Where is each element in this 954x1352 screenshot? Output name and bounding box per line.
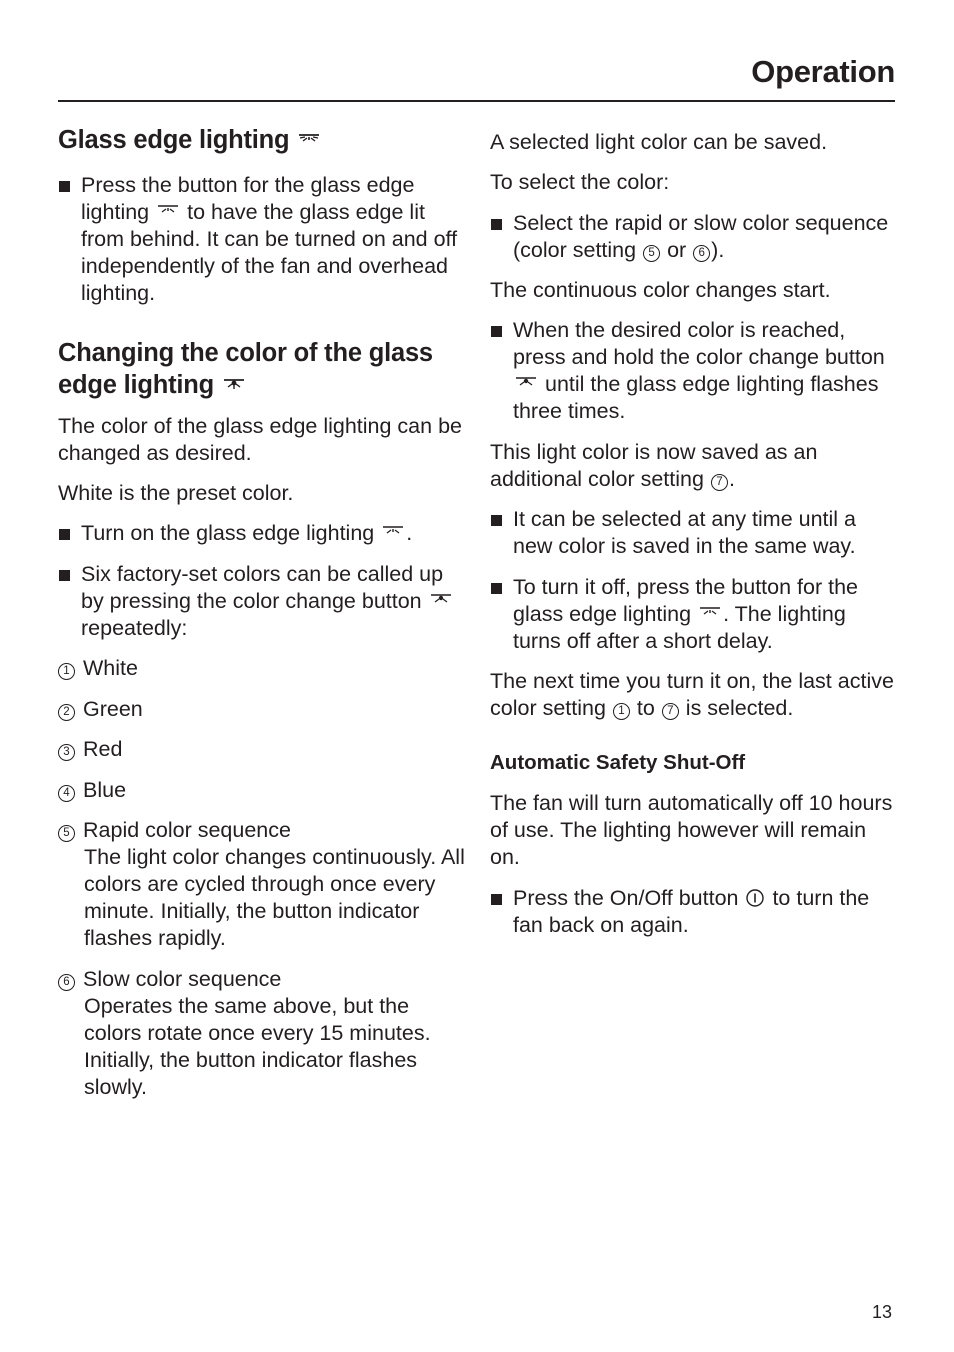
- color-item-description: The light color changes continuously. All colors are cycled through once every minute. Initially, the button indicator flashes rapidly.: [84, 845, 465, 950]
- paragraph: This light color is now saved as an additional color setting 7 .: [490, 440, 818, 491]
- section-heading-safety: Automatic Safety Shut-Off: [490, 751, 746, 774]
- number-circle: 2: [58, 704, 75, 721]
- page-header: [58, 50, 895, 102]
- number-circle: 6: [58, 974, 75, 991]
- bullet-turn-on: Turn on the glass edge lighting .: [58, 520, 468, 547]
- color-item-white: 1 White: [58, 655, 468, 682]
- bullet-glass-edge-button: Press the button for the glass edge lighting to have the glass edge lit from behind. It can be turned on and off independently of the fan and overhead lighting.: [58, 172, 468, 307]
- paragraph: The next time you turn it on, the last active color setting 1 to 7 is selected.: [490, 669, 894, 720]
- bullet-turn-off: To turn it off, press the button for the glass edge lighting . The lighting turns off after a short delay.: [490, 574, 895, 655]
- glass-edge-lighting-icon: [697, 606, 723, 620]
- color-item-red: 3 Red: [58, 736, 468, 763]
- section-heading-changing-color: Changing the color of the glass edge lighting: [58, 339, 433, 399]
- bullet-marker: [491, 894, 502, 905]
- bullet-press-on-off: Press the On/Off button to turn the fan back on again.: [490, 885, 895, 939]
- paragraph: The color of the glass edge lighting can be changed as desired.: [58, 414, 462, 465]
- bullet-six-colors: Six factory-set colors can be called up by pressing the color change button repeatedly:: [58, 561, 468, 642]
- paragraph: The fan will turn automatically off 10 hours of use. The lighting however will remain on.: [490, 791, 893, 869]
- number-circle: 6: [693, 245, 710, 262]
- paragraph: White is the preset color.: [58, 481, 294, 505]
- page-title: Operation: [751, 54, 895, 89]
- paragraph: The continuous color changes start.: [490, 278, 831, 302]
- color-item-blue: 4 Blue: [58, 777, 468, 804]
- bullet-press-hold: When the desired color is reached, press and hold the color change button until the glass edge lighting flashes three times.: [490, 317, 895, 425]
- bullet-select-any-time: It can be selected at any time until a new color is saved in the same way.: [490, 506, 895, 560]
- number-circle: 7: [662, 703, 679, 720]
- section-heading-glass-edge: Glass edge lighting: [58, 124, 468, 156]
- number-circle: 7: [711, 474, 728, 491]
- color-item-rapid-sequence: 5 Rapid color sequence The light color changes continuously. All colors are cycled through once every minute. Initially, the button indicator flashes rapidly.: [58, 817, 468, 952]
- bullet-marker: [491, 583, 502, 594]
- color-change-icon: [513, 376, 539, 390]
- left-column: [58, 124, 468, 1101]
- number-circle: 1: [613, 703, 630, 720]
- paragraph: To select the color:: [490, 170, 670, 194]
- bullet-marker: [59, 570, 70, 581]
- bullet-select-sequence: Select the rapid or slow color sequence (color setting 5 or 6 ).: [490, 210, 895, 264]
- bullet-marker: [491, 326, 502, 337]
- bullet-marker: [491, 219, 502, 230]
- glass-edge-lighting-icon: [296, 133, 322, 147]
- number-circle: 4: [58, 785, 75, 802]
- color-item-green: 2 Green: [58, 696, 468, 723]
- color-change-icon: [221, 378, 247, 392]
- number-circle: 1: [58, 663, 75, 680]
- number-circle: 3: [58, 744, 75, 761]
- right-column: [490, 129, 895, 939]
- power-icon: [746, 887, 764, 905]
- number-circle: 5: [643, 245, 660, 262]
- bullet-marker: [59, 181, 70, 192]
- color-change-icon: [428, 593, 454, 607]
- number-circle: 5: [58, 825, 75, 842]
- glass-edge-lighting-icon: [380, 525, 406, 539]
- color-item-slow-sequence: 6 Slow color sequence Operates the same above, but the colors rotate once every 15 minutes. Initially, the button indicator flashes slowly.: [58, 966, 468, 1101]
- bullet-marker: [59, 529, 70, 540]
- bullet-marker: [491, 515, 502, 526]
- color-item-description: Operates the same above, but the colors rotate once every 15 minutes. Initially, the button indicator flashes slowly.: [84, 994, 431, 1099]
- glass-edge-lighting-icon: [155, 204, 181, 218]
- page-number: 13: [872, 1302, 893, 1322]
- paragraph: A selected light color can be saved.: [490, 130, 828, 154]
